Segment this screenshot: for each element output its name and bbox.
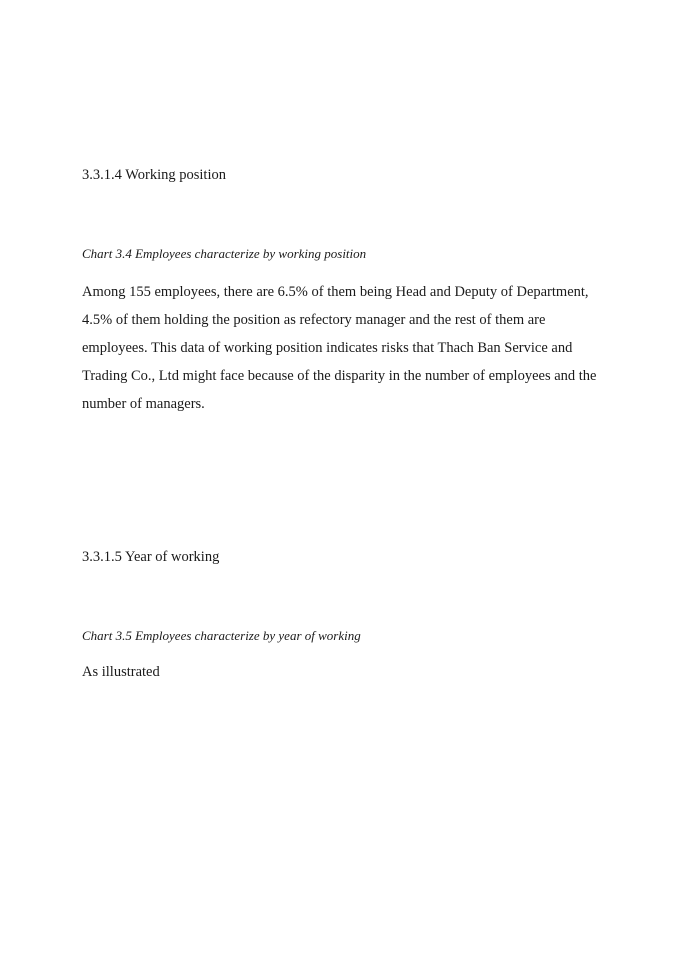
paragraph-line: number of managers. [82,396,205,412]
chart-caption-year-of-working: Chart 3.5 Employees characterize by year of working [82,628,361,643]
paragraph-line: As illustrated [82,664,160,680]
paragraph-year-of-working [82,658,622,686]
paragraph-line: 4.5% of them holding the position as refectory manager and the rest of them are [82,312,546,328]
paragraph-working-position [82,278,622,418]
paragraph-line: employees. This data of working position indicates risks that Thach Ban Service and [82,340,573,356]
paragraph-line: Trading Co., Ltd might face because of the disparity in the number of employees and the [82,368,597,384]
paragraph-line: Among 155 employees, there are 6.5% of them being Head and Deputy of Department, [82,284,589,300]
chart-caption-working-position: Chart 3.4 Employees characterize by working position [82,246,367,261]
section-heading-year-of-working: 3.3.1.5 Year of working [82,549,220,565]
section-heading-working-position: 3.3.1.4 Working position [82,167,226,183]
